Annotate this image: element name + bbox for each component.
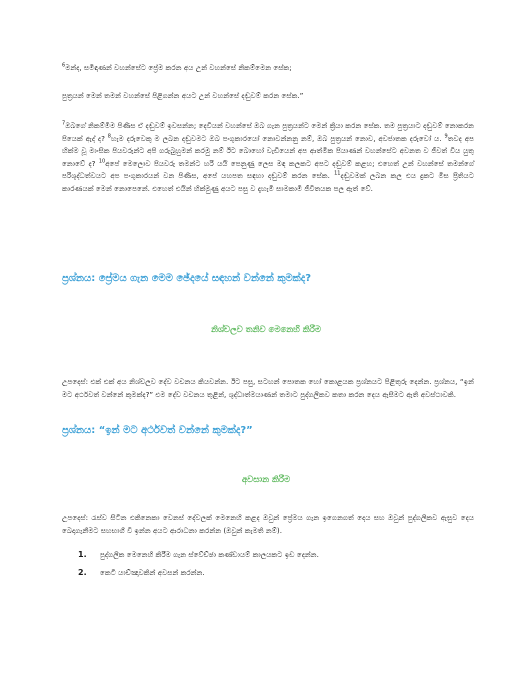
list-item: 2. කෙටි යාච්ඤාවකින් අවසන් කරන්න. bbox=[78, 568, 205, 577]
list-item: 1. පුද්ගලික මෙනෙහි කිරීම ගැන ස්වේච්ඡා කණ්ඩායම් කාලයකට ඉඩ දෙන්න. bbox=[78, 550, 319, 559]
instructions-closing: උපදෙස්: රැස්ව සිටින එකිනෙකා වෙනස් දේවලක් මෙනෙහි කළද ඔවුන් ප්‍රේමය ගැන ඉගෙනගත් දෙය සහ ඔවුන් පුද්ගලිකව ඇසුව දෙය බෙදාගැනීමට සහභාගී වී ඉන්න අයට ආරාධනා කරන්න (ඔවුන් කැමති නම්). bbox=[62, 513, 474, 535]
question-1: ප්‍රශ්නය: ප්‍රේමය ගැන මෙම ඡේදයේ සඳහන් වන්නේ කුමක්ද? bbox=[62, 273, 312, 284]
section-heading-closing: අවසාන කිරීම bbox=[241, 475, 291, 485]
closing-steps-list bbox=[78, 546, 468, 582]
instructions-meditation: උපදෙස්: එක් එක් අය නිශ්චලව දේව වචනය කියවන්න. ඊට පසු, සටහන් පොතක හෝ කොළයක ප්‍රශ්නයට පිළිතුරු දෙන්න. ප්‍රශ්නය, “ඉන් මට අර්ථවත් වන්නේ කුමක්ද?” එම දේව වචනය තුළින්, ශුද්ධාත්මයාණන් තමාට පුද්ගලිකව කතා කරන දෙය ඇසීමට ඇති අවස්ථාවකි. bbox=[62, 377, 474, 399]
section-heading-meditation: නිශ්චලව තනිව මෙනෙහි කිරීම bbox=[211, 325, 321, 335]
verse-6 bbox=[62, 62, 474, 75]
question-2: ප්‍රශ්නය: “ඉන් මට අර්ථවත් වන්නේ කුමක්ද?” bbox=[62, 425, 253, 436]
verses-7-11: $^7$ඔබගේ නිකම්මීම පිණිස ඒ දඬුවම් ඉවසන්න; දෙවියන් වහන්සේ ඔබ ගැන පුත්‍රයන්ට මෙන් ක්‍රියා කරන සේක. තම පුත්‍රයාට දඬුවම් නොකරන පියෙක් ඇද් ද? $^8$හැම දරුවෙකු ම ලබන දඬුවමට ඔබ පංගුකාරයෝ නොවන්නනු නම්, ඔබ පුත්‍රයන් නොව, අවජාතක දරුවෝ ය. $^9$තවද අප හික්ම වූ මාංසික පියවරුන්ට අපි ගරුබුහුමන් කරමු නම් ඊට බොහෝ වැඩියෙන් අප ආත්මික පියාණන් වහන්සේට අවනත ව ජීවත් විය යුතු නොවේ ද? $^{10}$අපේ මෙලොව පියවරු තමන්ට හරි යයි පෙනුණු ලෙස මඳ කලකට අපට දඬුවම් කළහ; එහෙත් උන් වහන්සේ තමන්ගේ පරිශුද්ධත්වයට අප පංගුකාරයන් වන පිණිස, අපේ යහපත සඳහා දඬුවම් කරන සේක. $^{11}$දඬුවමක් ලබන කල එය දුකට මිස ප්‍රීතියට කාරණයක් මෙන් නොපෙනේ. එහෙත් එයින් හික්මුණු අයට පසු ව දැහැමි සාමකාමී ජීවිතයක පල ඇත් වේ. bbox=[62, 120, 474, 193]
verse-number: 6 bbox=[62, 62, 66, 69]
verse-6-cont: පුත්‍රයන් මෙන් තමන් වහන්සේ පිළිගන්න අයට උන් වහන්සේ දඬුවම් කරන සේක.” bbox=[62, 91, 304, 100]
verse-text: මන්ද, සමිඳාණන් වහන්සේට ප්‍රේම කරන අය උන් වහන්සේ නිකම්මෙන සේක; bbox=[65, 63, 292, 72]
